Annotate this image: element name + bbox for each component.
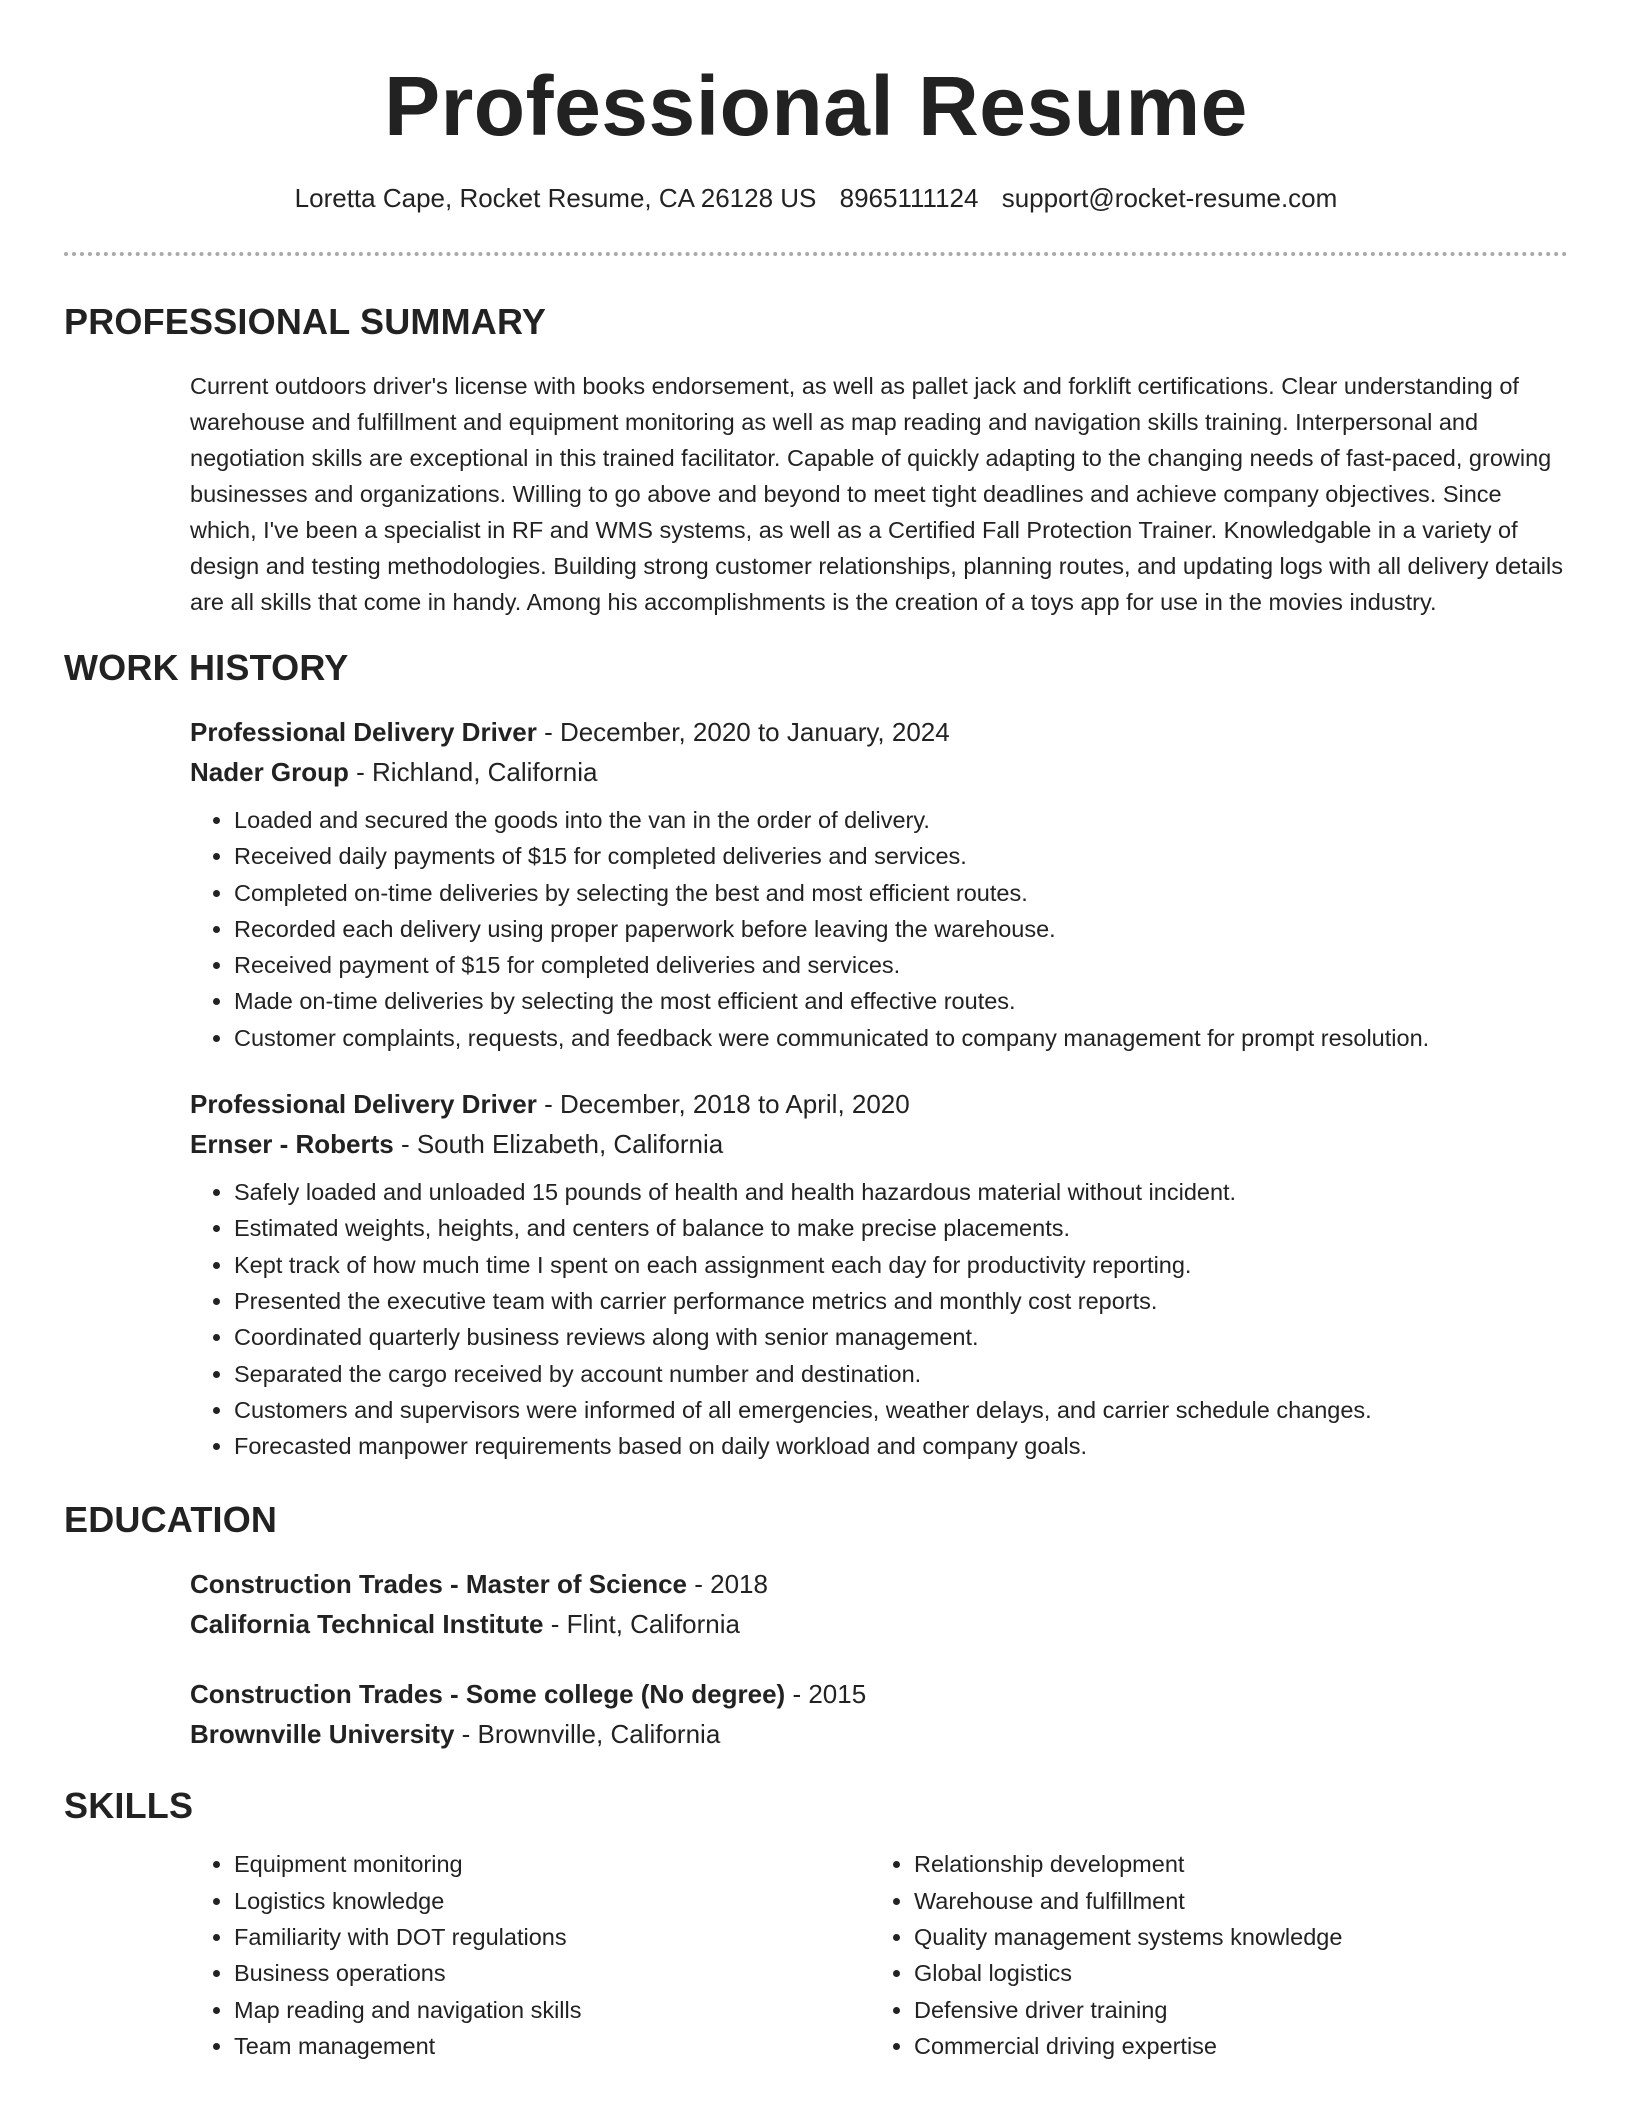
job-company: Ernser - Roberts	[190, 1129, 394, 1160]
school-line	[190, 1604, 1568, 1644]
school-location: - Brownville, California	[454, 1719, 721, 1750]
job-bullet: • Received payment of $15 for completed deliveries and services.	[234, 947, 1568, 983]
skill-item: • Business operations	[234, 1955, 870, 1991]
summary-heading: PROFESSIONAL SUMMARY	[64, 301, 547, 342]
school-line	[190, 1714, 1568, 1754]
job-entry	[190, 712, 1568, 1056]
degree-year: - 2015	[785, 1679, 867, 1710]
skills-heading: SKILLS	[64, 1785, 194, 1827]
skill-item: • Map reading and navigation skills	[234, 1992, 870, 2028]
header-divider	[64, 252, 1568, 256]
job-bullet-list	[190, 1174, 1568, 1464]
skill-item: • Logistics knowledge	[234, 1883, 870, 1919]
resume-title: Professional Resume	[384, 59, 1248, 153]
job-bullet-list	[190, 802, 1568, 1056]
skill-item: • Warehouse and fulfillment	[914, 1883, 1550, 1919]
school-location: - Flint, California	[543, 1609, 740, 1640]
job-bullet: • Safely loaded and unloaded 15 pounds of health and health hazardous material without incident.	[234, 1174, 1568, 1210]
skill-item: • Commercial driving expertise	[914, 2028, 1550, 2064]
job-bullet: • Recorded each delivery using proper paperwork before leaving the warehouse.	[234, 911, 1568, 947]
contact-line	[64, 180, 1568, 216]
job-location: - Richland, California	[348, 757, 598, 787]
job-bullet: • Coordinated quarterly business reviews along with senior management.	[234, 1319, 1568, 1355]
job-title: Professional Delivery Driver	[190, 717, 537, 747]
job-bullet: • Customers and supervisors were informed of all emergencies, weather delays, and carrier schedule changes.	[234, 1392, 1568, 1428]
job-title: Professional Delivery Driver	[190, 1089, 537, 1120]
work-history-heading: WORK HISTORY	[64, 647, 349, 688]
skill-item: • Defensive driver training	[914, 1992, 1550, 2028]
summary-text: Current outdoors driver's license with books endorsement, as well as pallet jack and forklift certifications. Clear understanding of warehouse and fulfillment and equipment monitoring as well as map reading and navigation skills training. Interpersonal and negotiation skills are exceptional in this trained facilitator. Capable of quickly adapting to the changing needs of fast-paced, growing businesses and organizations. Willing to go above and beyond to meet tight deadlines and achieve company objectives. Since which, I've been a specialist in RF and WMS systems, as well as a Certified Fall Protection Trainer. Knowledgable in a variety of design and testing methodologies. Building strong customer relationships, planning routes, and updating logs with all delivery details are all skills that come in handy. Among his accomplishments is the creation of a toys app for use in the movies industry.	[190, 373, 1563, 615]
contact-email: support@rocket-resume.com	[1001, 183, 1338, 213]
contact-address: Loretta Cape, Rocket Resume, CA 26128 US	[294, 183, 817, 213]
school-name: Brownville University	[190, 1719, 455, 1750]
skills-list-right	[870, 1846, 1550, 2064]
job-bullet: • Loaded and secured the goods into the van in the order of delivery.	[234, 802, 1568, 838]
contact-phone: 8965111124	[839, 183, 979, 213]
job-dates: - December, 2018 to April, 2020	[536, 1089, 910, 1120]
skill-item: • Relationship development	[914, 1846, 1550, 1882]
job-bullet: • Presented the executive team with carrier performance metrics and monthly cost reports.	[234, 1283, 1568, 1319]
job-dates: - December, 2020 to January, 2024	[536, 717, 950, 747]
degree-name: Construction Trades - Some college (No degree)	[190, 1679, 786, 1710]
job-title-line	[190, 712, 1568, 752]
education-heading: EDUCATION	[64, 1499, 278, 1541]
job-bullet: • Made on-time deliveries by selecting the most efficient and effective routes.	[234, 983, 1568, 1019]
job-company-line	[190, 1124, 1568, 1164]
education-entry	[190, 1674, 1568, 1754]
job-location: - South Elizabeth, California	[393, 1129, 724, 1160]
education-entry	[190, 1564, 1568, 1644]
degree-year: - 2018	[687, 1569, 768, 1600]
skills-list-left	[190, 1846, 870, 2064]
job-bullet: • Separated the cargo received by account number and destination.	[234, 1356, 1568, 1392]
skill-item: • Equipment monitoring	[234, 1846, 870, 1882]
job-bullet: • Estimated weights, heights, and centers of balance to make precise placements.	[234, 1210, 1568, 1246]
job-entry	[190, 1084, 1568, 1464]
job-bullet: • Received daily payments of $15 for completed deliveries and services.	[234, 838, 1568, 874]
degree-line	[190, 1674, 1568, 1714]
job-company: Nader Group	[190, 757, 349, 787]
job-company-line	[190, 752, 1568, 792]
job-bullet: • Completed on-time deliveries by selecting the best and most efficient routes.	[234, 875, 1568, 911]
job-bullet: • Customer complaints, requests, and feedback were communicated to company management for prompt resolution.	[234, 1020, 1568, 1056]
school-name: California Technical Institute	[190, 1609, 544, 1640]
skill-item: • Quality management systems knowledge	[914, 1919, 1550, 1955]
job-title-line	[190, 1084, 1568, 1124]
job-bullet: • Kept track of how much time I spent on each assignment each day for productivity reporting.	[234, 1247, 1568, 1283]
skill-item: • Team management	[234, 2028, 870, 2064]
skill-item: • Global logistics	[914, 1955, 1550, 1991]
skills-grid	[190, 1846, 1568, 2064]
degree-line	[190, 1564, 1568, 1604]
degree-name: Construction Trades - Master of Science	[190, 1569, 688, 1600]
skill-item: • Familiarity with DOT regulations	[234, 1919, 870, 1955]
job-bullet: • Forecasted manpower requirements based on daily workload and company goals.	[234, 1428, 1568, 1464]
